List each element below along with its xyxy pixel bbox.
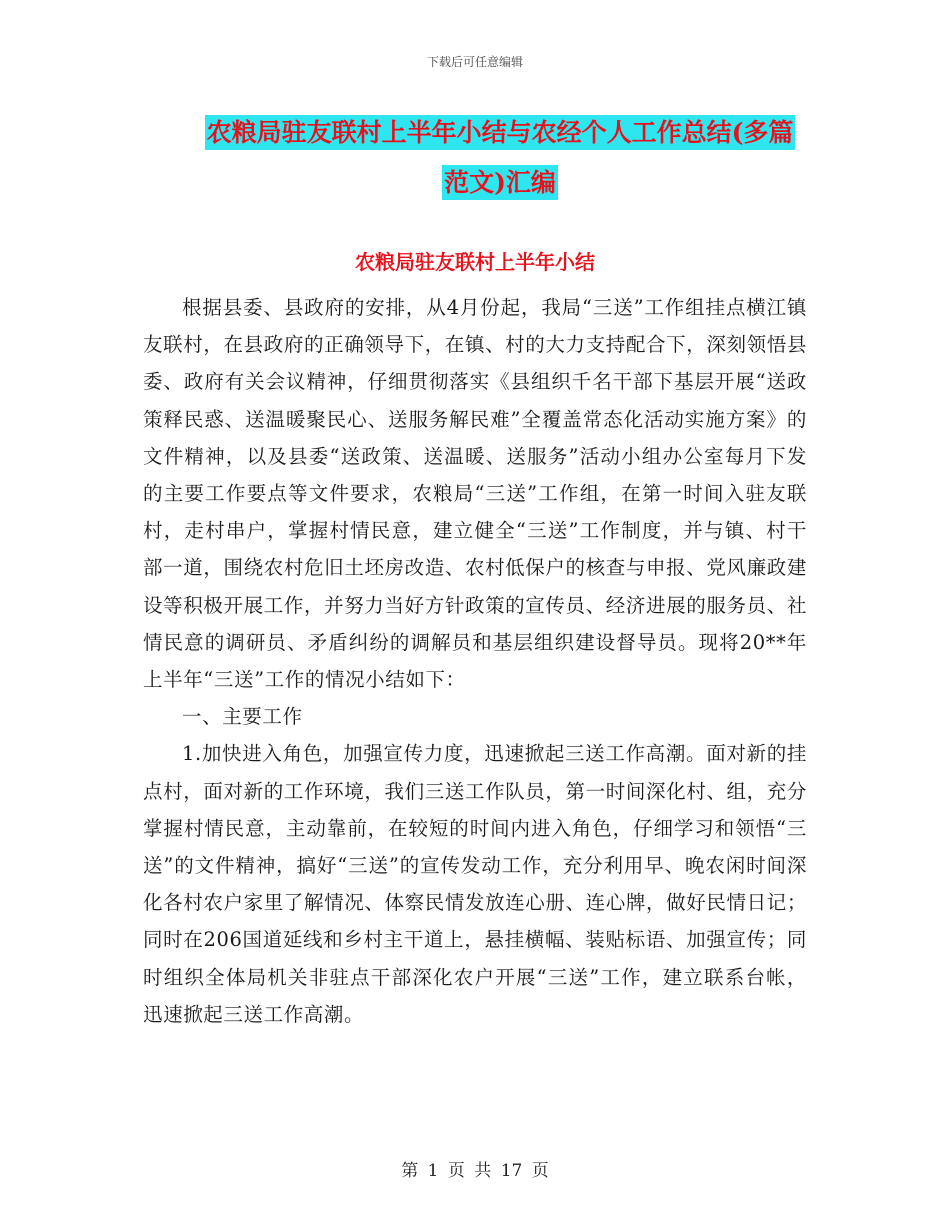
paragraph-intro: 根据县委、县政府的安排，从4月份起，我局“三送”工作组挂点横江镇友联村，在县政府的正确领导下，在镇、村的大力支持配合下，深刻领悟县委、政府有关会议精神，仔细贯彻落实《县组织千名干部下基层开展“送政策释民惑、送温暖聚民心、送服务解民难”全覆盖常态化活动实施方案》的文件精神，以及县委“送政策、送温暖、送服务”活动小组办公室每月下发的主要工作要点等文件要求，农粮局“三送”工作组，在第一时间入驻友联村，走村串户，掌握村情民意，建立健全“三送”工作制度，并与镇、村干部一道，围绕农村危旧土坯房改造、农村低保户的核查与申报、党风廉政建设等积极开展工作，并努力当好方针政策的宣传员、经济进展的服务员、社情民意的调研员、矛盾纠纷的调解员和基层组织建设督导员。现将20**年上半年“三送”工作的情况小结如下： <box>143 296 807 692</box>
header-note: 下载后可任意编辑 <box>426 55 523 69</box>
paragraph-item-1: 1.加快进入角色，加强宣传力度，迅速掀起三送工作高潮。面对新的挂点村，面对新的工作环境，我们三送工作队员，第一时间深化村、组，充分掌握村情民意，主动靠前，在较短的时间内进入角色，仔细学习和领悟“三送”的文件精神，搞好“三送”的宣传发动工作，充分利用早、晚农闲时间深化各村农户家里了解情况、体察民情发放连心册、连心牌，做好民情日记；同时在206国道延线和乡村主干道上，悬挂横幅、装贴标语、加强宣传；同时组织全体局机关非驻点干部深化农户开展“三送”工作，建立联系台帐，迅速掀起三送工作高潮。 <box>143 742 807 1026</box>
title-line-1: 农粮局驻友联村上半年小结与农经个人工作总结(多篇 <box>205 115 796 150</box>
body-text <box>143 289 807 1033</box>
title-line-2: 范文)汇编 <box>442 165 558 200</box>
paragraph-heading-main-work: 一、主要工作 <box>182 705 303 729</box>
page-footer: 第 1 页 共 17 页 <box>401 1161 549 1181</box>
section-title: 农粮局驻友联村上半年小结 <box>355 250 595 274</box>
document-title <box>170 108 830 208</box>
